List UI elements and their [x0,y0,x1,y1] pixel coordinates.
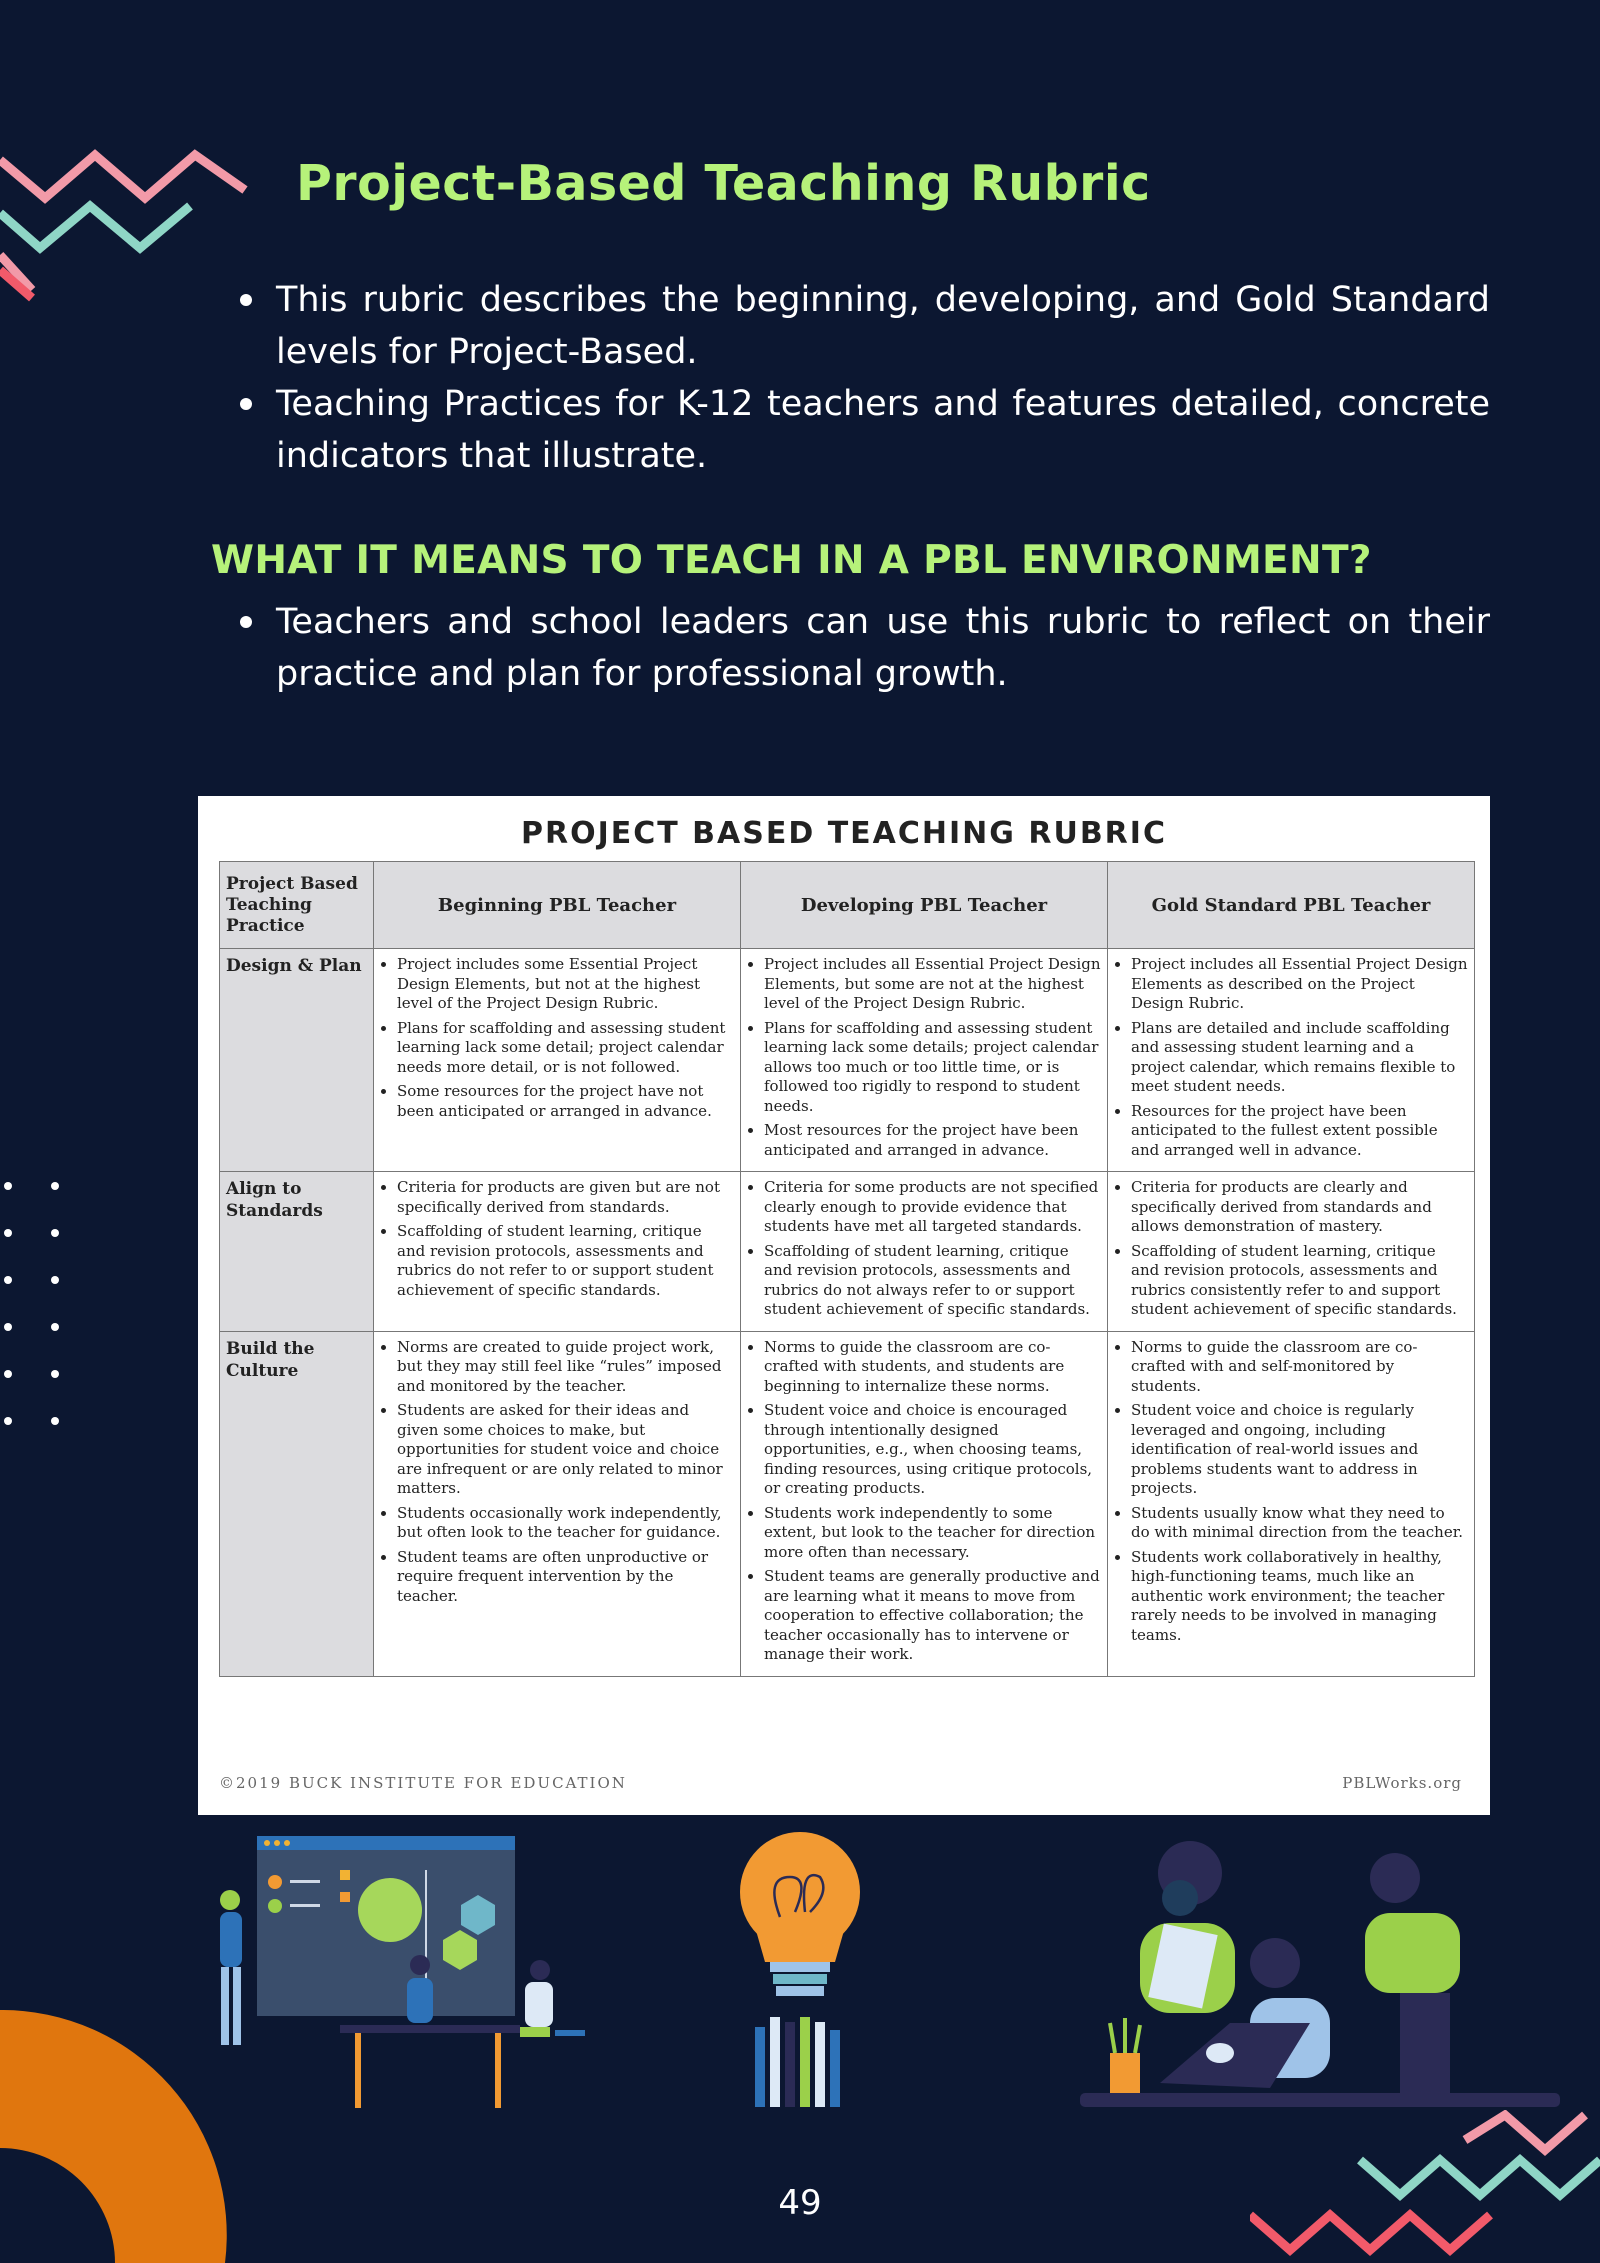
table-row [220,1172,1475,1332]
copyright-text: ©2019 BUCK INSTITUTE FOR EDUCATION [219,1774,627,1792]
row-label-design-plan: Design & Plan [220,949,374,1172]
list-item: • Plans for scaffolding and assessing student learning lack some details; project calendar allows too much or too little time, or is followed too rigidly to respond to student needs. [764,1019,1101,1117]
list-item: • Plans are detailed and include scaffolding and assessing student learning and a project calendar, which remains flexible to meet student needs. [1131,1019,1468,1097]
list-item: • Plans for scaffolding and assessing student learning lack some detail; project calendar needs more detail, or is not followed. [397,1019,734,1078]
list-item: • Students usually know what they need to do with minimal direction from the teacher. [1131,1504,1468,1543]
cell-developing [741,1331,1108,1676]
header-practice: Project Based Teaching Practice [220,862,374,949]
intro-bullet: Teaching Practices for K-12 teachers and features detailed, concrete indicators that illustrate. [240,378,1490,482]
list-item: • Criteria for products are clearly and specifically derived from standards and allows demonstration of mastery. [1131,1178,1468,1237]
cell-beginning [374,1172,741,1332]
page-number: 49 [778,2183,822,2223]
orange-arc-decoration [0,2010,230,2263]
list-item: • Criteria for products are given but are not specifically derived from standards. [397,1178,734,1217]
list-item: • Norms are created to guide project work, but they may still feel like “rules” imposed and monitored by the teacher. [397,1338,734,1397]
header-beginning: Beginning PBL Teacher [374,862,741,949]
team-laptop-illustration [1080,1838,1560,2138]
lightbulb-illustration [735,1832,865,2127]
list-item: • Scaffolding of student learning, critique and revision protocols, assessments and rubrics do not always refer to or support student achievement of specific standards. [764,1242,1101,1320]
table-row [220,1331,1475,1676]
list-item: • Student teams are generally productive and are learning what it means to move from cooperation to effective collaboration; the teacher occasionally has to intervene or manage their work. [764,1567,1101,1665]
list-item: • Scaffolding of student learning, critique and revision protocols, assessments and rubrics do not refer to or support student achievement of specific standards. [397,1222,734,1300]
zigzag-decoration-top-left [0,120,260,310]
list-item: • Students occasionally work independently, but often look to the teacher for guidance. [397,1504,734,1543]
cell-gold [1108,949,1475,1172]
rubric-card [198,796,1490,1815]
rubric-title: PROJECT BASED TEACHING RUBRIC [521,816,1167,851]
cell-gold [1108,1331,1475,1676]
list-item: • Student voice and choice is encouraged through intentionally designed opportunities, e.g., when choosing teams, finding resources, using critique protocols, or creating products. [764,1401,1101,1499]
rubric-table [219,861,1475,1677]
list-item: • Most resources for the project have been anticipated and arranged in advance. [764,1121,1101,1160]
section-heading: WHAT IT MEANS TO TEACH IN A PBL ENVIRONMENT? [211,538,1372,583]
row-label-build-culture: Build the Culture [220,1331,374,1676]
rubric-header-row [220,862,1475,949]
list-item: • Project includes all Essential Project Design Elements, but some are not at the highest level of the Project Design Rubric. [764,955,1101,1014]
header-developing: Developing PBL Teacher [741,862,1108,949]
list-item: • Project includes some Essential Project Design Elements, but not at the highest level of the Project Design Rubric. [397,955,734,1014]
list-item: • Student voice and choice is regularly leveraged and ongoing, including identification of real-world issues and problems students want to address in projects. [1131,1401,1468,1499]
team-whiteboard-illustration [195,1830,605,2130]
list-item: • Some resources for the project have not been anticipated or arranged in advance. [397,1082,734,1121]
list-item: • Resources for the project have been anticipated to the fullest extent possible and arranged well in advance. [1131,1102,1468,1161]
list-item: • Students work independently to some extent, but look to the teacher for direction more often than necessary. [764,1504,1101,1563]
intro-bullet: This rubric describes the beginning, developing, and Gold Standard levels for Project-Based. [240,274,1490,378]
list-item: • Student teams are often unproductive or require frequent intervention by the teacher. [397,1548,734,1607]
section-bullet-list [240,596,1490,700]
list-item: • Criteria for some products are not specified clearly enough to provide evidence that students have met all targeted standards. [764,1178,1101,1237]
cell-beginning [374,1331,741,1676]
cell-gold [1108,1172,1475,1332]
list-item: • Norms to guide the classroom are co-crafted with students, and students are beginning to internalize these norms. [764,1338,1101,1397]
row-label-align-standards: Align to Standards [220,1172,374,1332]
section-bullet: Teachers and school leaders can use this rubric to reflect on their practice and plan for professional growth. [240,596,1490,700]
list-item: • Norms to guide the classroom are co-crafted with and self-monitored by students. [1131,1338,1468,1397]
website-text: PBLWorks.org [1342,1774,1462,1792]
list-item: • Scaffolding of student learning, critique and revision protocols, assessments and rubrics consistently refer to and support student achievement of specific standards. [1131,1242,1468,1320]
intro-bullet-list [240,274,1490,482]
list-item: • Students are asked for their ideas and given some choices to make, but opportunities for student voice and choice are infrequent or are only related to minor matters. [397,1401,734,1499]
cell-developing [741,949,1108,1172]
list-item: • Project includes all Essential Project Design Elements as described on the Project Design Rubric. [1131,955,1468,1014]
cell-developing [741,1172,1108,1332]
table-row [220,949,1475,1172]
cell-beginning [374,949,741,1172]
list-item: • Students work collaboratively in healthy, high-functioning teams, much like an authentic work environment; the teacher rarely needs to be involved in managing teams. [1131,1548,1468,1646]
page-title: Project-Based Teaching Rubric [296,155,1151,212]
header-gold-standard: Gold Standard PBL Teacher [1108,862,1475,949]
